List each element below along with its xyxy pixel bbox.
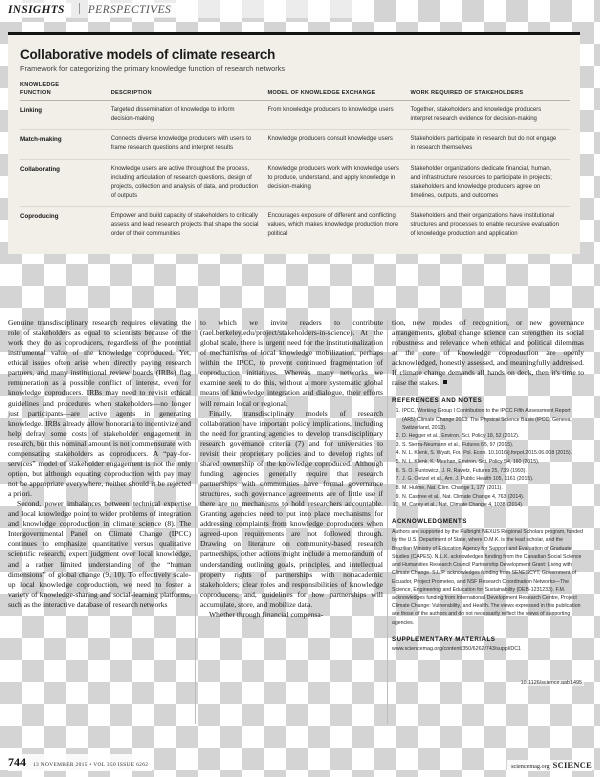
row-description: Knowledge users are active throughout the process, including articulation of research questions, design of projects, collection and analysis of data, and production of outputs	[111, 159, 268, 206]
row-work: Stakeholders and their organizations have institutional structures and processes to enable recursive evaluation of knowledge production and application	[410, 212, 559, 238]
paragraph-text: tion, new modes of recognition, or new governance arrangements, global change science can strengthen its social robustness and relevance when ethical and political dilemmas at the core of knowledge coproduction are openly acknowledged, honestly assessed, and meaningfully addressed. If climate change demands all hands on deck, then it's time to raise the stakes.	[392, 318, 584, 388]
row-function-coproducing: Coproducing	[20, 212, 59, 220]
body-column-2	[200, 318, 392, 750]
column-header-description: DESCRIPTION	[111, 82, 268, 101]
table-row	[20, 130, 570, 159]
row-model: From knowledge producers to knowledge users	[268, 101, 411, 130]
row-description: Connects diverse knowledge producers with users to frame research questions and interpret results	[111, 130, 268, 159]
journal-brand	[507, 760, 592, 771]
references-list	[392, 407, 584, 509]
reference-item: N. L. Klenk, K. Meehan, Environ. Sci. Policy 54, 160 (2015).	[402, 459, 540, 466]
paragraph: Whether through financial compensa-	[209, 609, 324, 619]
paragraph: Finally, transdisciplinary models of research collaboration have important policy implications, including the need for granting agencies to develop transdisciplinary research governance criteria (7) and for universities to revisit their proprietary policies and to develop rights of shared ownership of the knowledge coproduced. Although funding agencies generally require that research partnerships with communities have formal governance structures, such governance agreements are of little use if there are no mechanisms to hold researchers accountable. Granting agencies need to put into place mechanisms for addressing complaints from knowledge coproducers when agreed-upon requirements are not followed through. Drawing on literature on community-based research partnerships, other actions might include a memorandum of understanding outlining goals, principles, and intellectual property rights of partnerships with nonacademic stakeholders; clear roles and responsibilities of knowledge coproducers; and, guidelines for how partnerships will accumulate, store, and mobilize data.	[200, 408, 383, 609]
reference-item: S. O. Funtowicz, J. R. Ravetz, Futures 25, 739 (1993).	[402, 467, 527, 474]
row-function-match-making: Match-making	[20, 130, 111, 159]
row-description: Empower and build capacity of stakeholders to critically assess and lead research projects that shape the social order of their communities	[110, 212, 259, 238]
journal-name: SCIENCE	[552, 761, 592, 770]
body-column-1	[8, 318, 200, 750]
figure-table-title: Collaborative models of climate research	[20, 47, 276, 62]
supplementary-materials-url[interactable]: www.sciencemag.org/content/350/6262/743/suppl/DC1	[392, 645, 521, 652]
column-header-model-of-knowledge-exchange: MODEL OF KNOWLEDGE EXCHANGE	[268, 82, 411, 101]
column-header-line-1: KNOWLEDGE	[20, 82, 60, 88]
acknowledgments-text: Authors are supported by the Fulbright NEXUS Regional Scholars program, funded by the U.S. Department of State, where D.M.K. is the lead scholar, and the Brazilian Ministry of Education Agency for Support and Evaluation of Graduate Studies (CAPES). N.L.K. acknowledges funding from the Canadian Social Science and Humanities Research Council Partnership Development Grant: Living with Climate Change. S.L.P. acknowledges funding from SENESCYT, Government of Ecuador, Project Prometeo, and NSF Research Coordination Networks—The Science, Engineering and Education for Sustainability (DEB-1231233). F.M. acknowledges funding from International Development Research Centre, Project Climate Change: Vulnerability, and Health. The views expressed in this publication are those of the authors and do not necessarily reflect the views of supporting agencies.	[392, 529, 583, 626]
article-body	[8, 318, 588, 750]
table-row	[20, 101, 570, 130]
doi-text: 10.1126/science.aab1495	[520, 679, 582, 686]
row-model: Knowledge producers work with knowledge users to produce, understand, and apply knowledge in decision-making	[268, 159, 411, 206]
column-header-work-required-of-stakeholders: WORK REQUIRED OF STAKEHOLDERS	[411, 82, 571, 101]
paragraph: to which we invite readers to contribute (rael.berkeley.edu/project/stakeholders-in-science). At the global scale, there is urgent need for the institutionalization of mechanisms of local knowledge mobilization, perhaps within the IPCC, to prevent continued fragmentation of coproduction initiatives. Whereas many networks we examine seek to do this, without a more systematic global means of knowledge integration and dialogue, their efforts will remain local or regional.	[200, 318, 383, 408]
row-model: Encourages exposure of different and conflicting values, which makes knowledge production more political	[267, 212, 399, 238]
knowledge-function-table	[20, 82, 570, 244]
column-header-line-2: FUNCTION	[20, 89, 51, 96]
folio	[8, 754, 152, 771]
paragraph: Genuine transdisciplinary research requires elevating the role of stakeholders as equal to scientists because of the work they do as coproducers, regardless of the potential instrumental value of the knowledge coproduced. Yet, ethical issues often arise when directly paying research partners, and many institutional review boards (IRBs) flag remuneration as a possible conflict of interest, even for knowledge coproducers. IRBs may need to revisit ethical guidelines and procedures when stakeholders—no longer just participants—are active agents in generating knowledge. IRBs already allow honoraria to incentivize and help defray some costs of stakeholder engagement in research, but this nominal amount is not commensurate with compensating stakeholders as coproducers. A “pay-for-services” model of stakeholder engagement is not the only option, but although equating coproduction with pay may not be appropriate everywhere, neither should it be rejected a priori.	[8, 318, 191, 499]
page-number: 744	[8, 755, 26, 769]
running-head-divider	[79, 3, 80, 14]
row-function-linking: Linking	[20, 101, 111, 130]
body-column-3	[392, 318, 588, 750]
reference-item: M. Hulme, Nat. Clim. Change 1, 177 (2011).	[402, 484, 503, 491]
supplementary-materials-heading: SUPPLEMENTARY MATERIALS	[392, 635, 496, 643]
figure-table-box	[8, 32, 580, 254]
reference-item: N. L. Klenk, S. Wyatt, For. Pol. Econ. 10.1016/j.forpol.2015.06.008 (2015).	[402, 450, 573, 457]
paragraph	[392, 318, 584, 388]
paragraph: Second, power imbalances between technical expertise and local knowledge point to wider problems of integration and knowledge coproduction in climate science (8). The Intergovernmental Panel on Climate Change (IPCC) continues to emphasize quantitative versus qualitative scientific research, expert judgment over local knowledge, and a rather limited understanding of the “human dimensions” of global change (9, 10). To effectively scale-up local knowledge coproduction, we need to foster a variety of knowledge-sharing and social-learning platforms, such as the interactive database of research networks	[8, 499, 191, 609]
table-header-row	[20, 82, 570, 101]
row-work: Together, stakeholders and knowledge producers interpret research evidence for decision-making	[411, 101, 571, 130]
row-model: Knowledge producers consult knowledge users	[268, 130, 411, 159]
reference-item: S. Sierra-Neumann et al., Futures 65, 97 (2015).	[402, 441, 514, 448]
row-function-collaborating: Collaborating	[20, 159, 111, 206]
running-head-section: INSIGHTS	[8, 3, 71, 17]
column-header-knowledge-function	[20, 82, 111, 101]
page-footer	[0, 749, 600, 777]
running-head-subsection: PERSPECTIVES	[88, 3, 177, 17]
figure-table-subtitle: Framework for categorizing the primary knowledge function of research networks	[20, 64, 286, 73]
row-description: Targeted dissemination of knowledge to inform decision-making	[111, 101, 268, 130]
reference-item: D. Hegger et al., Environ. Sci. Policy 18, 52 (2012).	[402, 433, 520, 440]
running-head	[8, 2, 177, 17]
reference-item: M. Carey et al., Nat. Climate Change 4, 1038 (2014).	[402, 502, 524, 509]
references-heading: REFERENCES AND NOTES	[392, 397, 483, 405]
row-work: Stakeholder organizations dedicate financial, human, and infrastructure resources to participate in projects; stakeholders and knowledge producers agree on timelines, outputs, and outcomes	[411, 159, 571, 206]
reference-item: N. Castree et al., Nat. Climate Change 4, 763 (2014).	[402, 493, 525, 500]
table-row	[20, 159, 570, 206]
end-of-article-square-icon	[443, 380, 447, 384]
acknowledgments-heading: ACKNOWLEDGMENTS	[392, 518, 467, 526]
journal-website: sciencemag.org	[511, 763, 550, 770]
reference-item: J. G. Oetzel et al., Am. J. Public Health 105, 1161 (2015).	[402, 476, 534, 483]
issue-line: 13 NOVEMBER 2015 • VOL 350 ISSUE 6262	[33, 762, 149, 768]
table-row	[20, 206, 570, 244]
row-work: Stakeholders participate in research but do not engage in research themselves	[411, 130, 571, 159]
reference-item: IPCC, Working Group I Contribution to the IPCC Fifth Assessment Report (AR5) Climate Change 2013: The Physical Science Basis (IPCC, Geneva, Switzerland, 2013).	[402, 408, 572, 431]
